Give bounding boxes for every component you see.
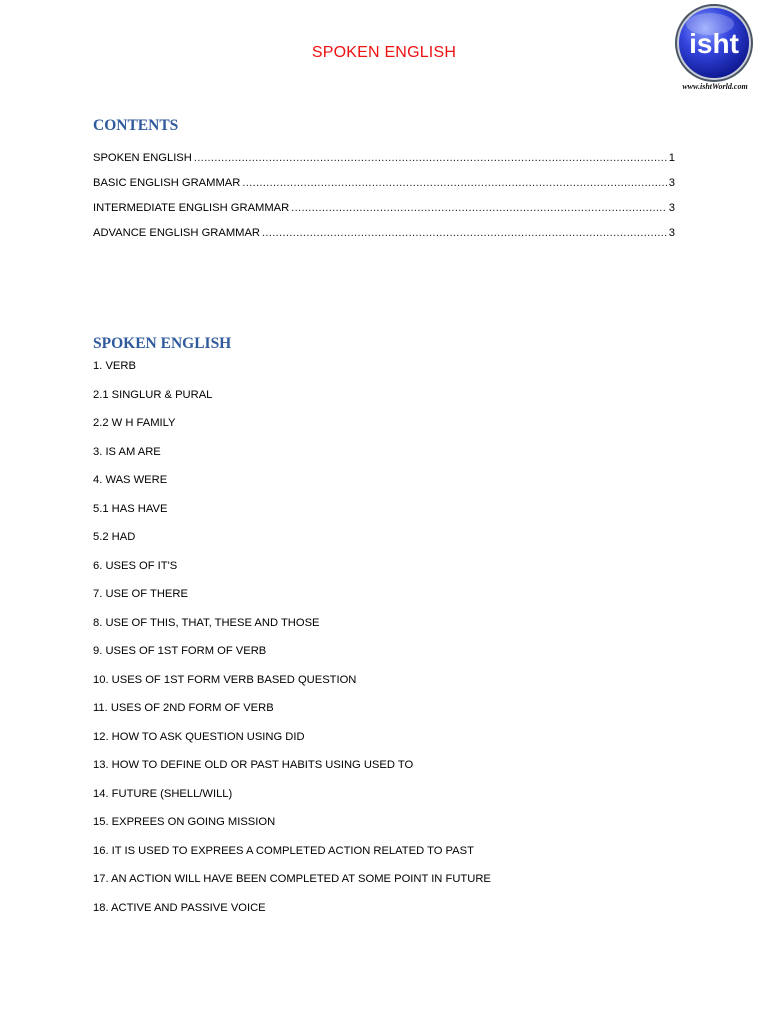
topic-item: 9. USES OF 1ST FORM OF VERB <box>93 645 267 657</box>
topic-item: 1. VERB <box>93 360 136 372</box>
toc-entry-label: BASIC ENGLISH GRAMMAR <box>93 177 241 189</box>
section-heading: SPOKEN ENGLISH <box>93 335 232 352</box>
toc-entry-label: ADVANCE ENGLISH GRAMMAR <box>93 227 261 239</box>
topic-list <box>93 356 693 926</box>
topic-item: 2.2 W H FAMILY <box>93 417 176 429</box>
topic-item: 13. HOW TO DEFINE OLD OR PAST HABITS USING USED TO <box>93 759 414 771</box>
logo-caption: www.ishtWorld.com <box>682 82 748 91</box>
toc-entry[interactable] <box>93 189 675 214</box>
toc-page-number: 3 <box>668 202 675 214</box>
topic-item: 8. USE OF THIS, THAT, THESE AND THOSE <box>93 616 320 629</box>
table-of-contents <box>93 139 675 239</box>
topic-item: 16. IT IS USED TO EXPREES A COMPLETED ACTION RELATED TO PAST <box>93 844 474 857</box>
toc-page-number: 3 <box>668 227 675 239</box>
topic-item: 6. USES OF IT'S <box>93 559 178 572</box>
topic-item: 4. WAS WERE <box>93 474 168 486</box>
logo-text: isht <box>689 28 739 59</box>
topic-item: 15. EXPREES ON GOING MISSION <box>93 816 276 828</box>
topic-item: 17. AN ACTION WILL HAVE BEEN COMPLETED AT SOME POINT IN FUTURE <box>93 873 491 885</box>
topic-item: 7. USE OF THERE <box>93 588 188 600</box>
toc-dot-leader <box>262 227 667 239</box>
topic-item: 14. FUTURE (SHELL/WILL) <box>93 787 233 800</box>
contents-heading: CONTENTS <box>93 117 179 134</box>
topic-item: 11. USES OF 2ND FORM OF VERB <box>93 702 274 714</box>
toc-entry[interactable] <box>93 164 675 189</box>
toc-dot-leader <box>242 177 666 189</box>
topic-item: 5.1 HAS HAVE <box>93 502 168 515</box>
toc-entry[interactable] <box>93 139 675 164</box>
toc-page-number: 3 <box>668 177 675 189</box>
topic-item: 10. USES OF 1ST FORM VERB BASED QUESTION <box>93 673 357 686</box>
topic-item: 3. IS AM ARE <box>93 445 161 458</box>
toc-entry-label: INTERMEDIATE ENGLISH GRAMMAR <box>93 202 290 214</box>
toc-dot-leader <box>194 152 667 164</box>
topic-item: 18. ACTIVE AND PASSIVE VOICE <box>93 901 266 914</box>
toc-page-number: 1 <box>668 152 675 164</box>
topic-item: 5.2 HAD <box>93 531 136 543</box>
page-title: SPOKEN ENGLISH <box>311 44 457 61</box>
topic-item: 12. HOW TO ASK QUESTION USING DID <box>93 730 305 743</box>
topic-item: 2.1 SINGLUR & PURAL <box>93 388 213 401</box>
toc-entry[interactable] <box>93 214 675 239</box>
toc-entry-label: SPOKEN ENGLISH <box>93 152 192 164</box>
toc-dot-leader <box>291 202 667 214</box>
